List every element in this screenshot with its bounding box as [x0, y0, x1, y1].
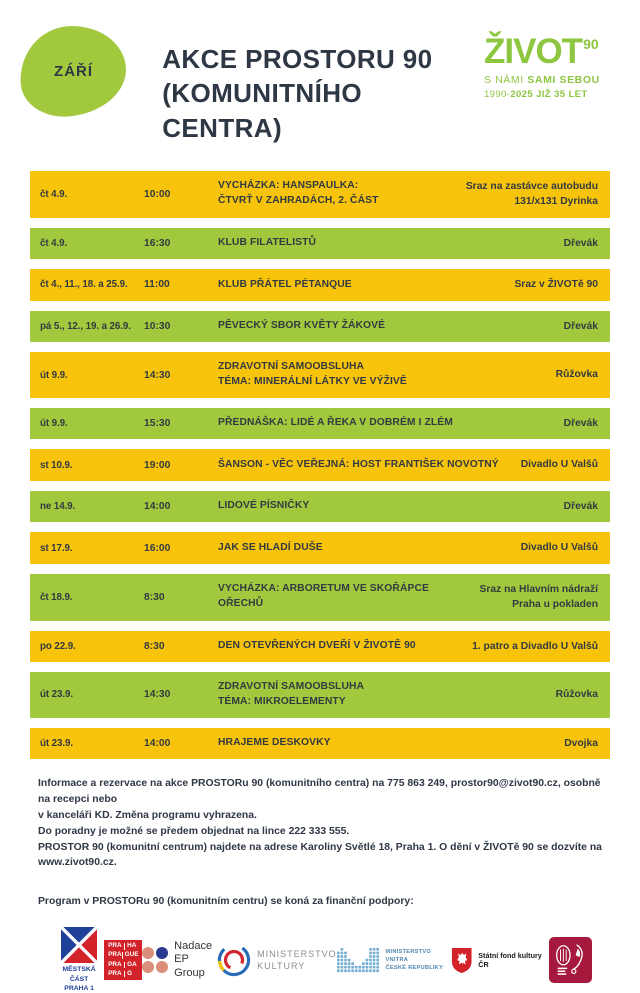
schedule-row [30, 491, 610, 522]
event-time: 16:00 [144, 542, 171, 554]
event-title: HRAJEME DESKOVKY [218, 737, 331, 749]
event-date: po 22.9. [40, 640, 76, 652]
statni-fond-shield-icon [451, 946, 472, 975]
ministerstvo-kultury-label: MINISTERSTVO KULTURY [257, 949, 337, 972]
event-title: JAK SE HLADÍ DUŠE [218, 541, 323, 553]
praha1-logo [54, 927, 104, 993]
ministerstvo-kultury-logo [217, 943, 337, 977]
event-location: Divadlo U Valšů [520, 459, 598, 471]
schedule-row [30, 728, 610, 759]
zivot90-anniversary: 1990-2025 JIŽ 35 LET [484, 89, 588, 100]
event-time: 11:00 [144, 279, 170, 291]
event-time: 14:30 [144, 689, 171, 701]
event-time: 8:30 [144, 591, 165, 603]
ep-group-label: Nadace EP Group [174, 939, 213, 980]
event-date: čt 4., 11., 18. a 25.9. [40, 279, 128, 291]
support-line: Program v PROSTORu 90 (komunitním centru) se koná za finanční podpory: [38, 896, 414, 908]
schedule-row [30, 449, 610, 480]
schedule-row [30, 171, 610, 218]
ministerstvo-vnitra-label: MINISTERSTVO VNITRA ČESKÉ REPUBLIKY [385, 948, 444, 972]
month-badge [17, 22, 129, 119]
event-location: Růžovka [555, 689, 598, 701]
event-location: Růžovka [555, 369, 598, 381]
contact-info: Informace a rezervace na akce PROSTORu 90 (komunitního centra) na 775 863 249, prostor90@zivot90.cz, osobně na recepci nebo v kanceláři KD. Změna programu vyhrazena. Do poradny je možné se předem objednat na lince 222 333 555. PROSTOR 90 (komunitní centrum) najdete na adrese Karoliny Světlé 18, Praha 1. O dění v ŽIVOTě 90 se dozvíte na www.zivot90.cz. [38, 778, 602, 869]
schedule-row [30, 352, 610, 398]
ep-group-logo [142, 940, 217, 981]
event-date: út 23.9. [40, 689, 73, 701]
event-title: DEN OTEVŘENÝCH DVEŘÍ V ŽIVOTĚ 90 [218, 639, 416, 651]
event-location: Sraz v ŽIVOTě 90 [514, 279, 598, 291]
statni-fond-label: Státní fond kultury ČR [478, 951, 542, 970]
event-date: čt 4.9. [40, 188, 68, 200]
schedule-row [30, 672, 610, 718]
event-location: Dřevák [563, 237, 598, 249]
schedule-row [30, 574, 610, 621]
event-time: 8:30 [144, 640, 165, 652]
schedule-row [30, 408, 610, 439]
event-date: čt 18.9. [40, 591, 73, 603]
event-time: 16:30 [144, 238, 171, 250]
event-date: st 17.9. [40, 542, 73, 554]
event-location: 1. patro a Divadlo U Valšů [472, 640, 598, 652]
schedule-row [30, 269, 610, 300]
event-title: KLUB FILATELISTŮ [218, 237, 317, 249]
event-date: čt 4.9. [40, 238, 68, 250]
event-title: ZDRAVOTNÍ SAMOOBSLUHA TÉMA: MINERÁLNÍ LÁTKY VE VÝŽIVĚ [218, 361, 407, 388]
zivot90-logo [484, 34, 624, 100]
praha1-flag-icon [61, 927, 97, 963]
event-date: út 9.9. [40, 369, 68, 381]
event-date: st 10.9. [40, 459, 73, 471]
poster-title [162, 42, 484, 145]
event-title: ŠANSON - VĚC VEŘEJNÁ: HOST FRANTIŠEK NOVOTNÝ [218, 458, 499, 470]
maroon-partner-logo [549, 937, 592, 983]
ministerstvo-kultury-icon [217, 943, 251, 977]
event-title: PŘEDNÁŠKA: LIDÉ A ŘEKA V DOBRÉM I ZLÉM [218, 417, 453, 429]
poster-title-line1: AKCE PROSTORU 90 [162, 44, 433, 74]
event-date: ne 14.9. [40, 501, 76, 513]
zivot90-wordmark: ŽIVOT$^{90}$ [484, 32, 599, 71]
event-title: ZDRAVOTNÍ SAMOOBSLUHA TÉMA: MIKROELEMENTY [218, 681, 365, 707]
statni-fond-logo [451, 946, 549, 975]
partner-logos [30, 927, 610, 993]
schedule-row [30, 532, 610, 563]
event-time: 14:00 [144, 501, 171, 513]
event-time: 15:30 [144, 418, 171, 430]
event-location: Dřevák [563, 320, 598, 332]
prague-city-logo: PRA HA PRA GUE PRA GA PRA G [104, 940, 142, 980]
event-title: PĚVECKÝ SBOR KVĚTY ŽÁKOVÉ [218, 319, 386, 331]
maroon-partner-icon [551, 941, 589, 979]
event-date: pá 5., 12., 19. a 26.9. [40, 320, 131, 332]
event-location: Divadlo U Valšů [520, 542, 598, 554]
event-time: 19:00 [144, 459, 171, 471]
ministerstvo-vnitra-logo [337, 947, 451, 974]
poster-title-line2: (KOMUNITNÍHO CENTRA) [162, 78, 362, 143]
zivot90-tagline: S NÁMI SAMI SEBOU [484, 74, 600, 86]
event-time: 14:30 [144, 369, 171, 381]
event-time: 14:00 [144, 738, 171, 750]
event-title: LIDOVÉ PÍSNIČKY [218, 500, 310, 512]
event-title: KLUB PŘÁTEL PÉTANQUE [218, 278, 352, 290]
poster-header [0, 0, 640, 145]
event-location: Dřevák [563, 417, 598, 429]
event-title: VYCHÁZKA: ARBORETUM VE SKOŘÁPCE OŘECHŮ [218, 583, 429, 610]
event-date: út 9.9. [40, 418, 68, 430]
praha1-label: MĚSTSKÁ ČÁST PRAHA 1 [62, 966, 96, 992]
event-location: Sraz na Hlavním nádraží Praha u pokladen [479, 583, 598, 611]
schedule-row [30, 631, 610, 662]
event-location: Dvojka [564, 737, 598, 749]
schedule-row [30, 228, 610, 259]
event-title: VYCHÁZKA: HANSPAULKA: ČTVRŤ V ZAHRADÁCH, 2. ČÁST [218, 180, 379, 207]
month-badge-label: ZÁŘÍ [53, 62, 93, 80]
schedule-row [30, 311, 610, 342]
ep-group-dots-icon [142, 947, 168, 973]
event-location: Sraz na zastávce autobudu 131/x131 Dyrinka [465, 180, 598, 208]
event-location: Dřevák [563, 500, 598, 512]
event-time: 10:30 [144, 320, 171, 332]
ministerstvo-vnitra-dots-icon [337, 947, 380, 974]
event-schedule [30, 171, 610, 759]
event-time: 10:00 [144, 188, 171, 200]
event-date: út 23.9. [40, 738, 73, 750]
